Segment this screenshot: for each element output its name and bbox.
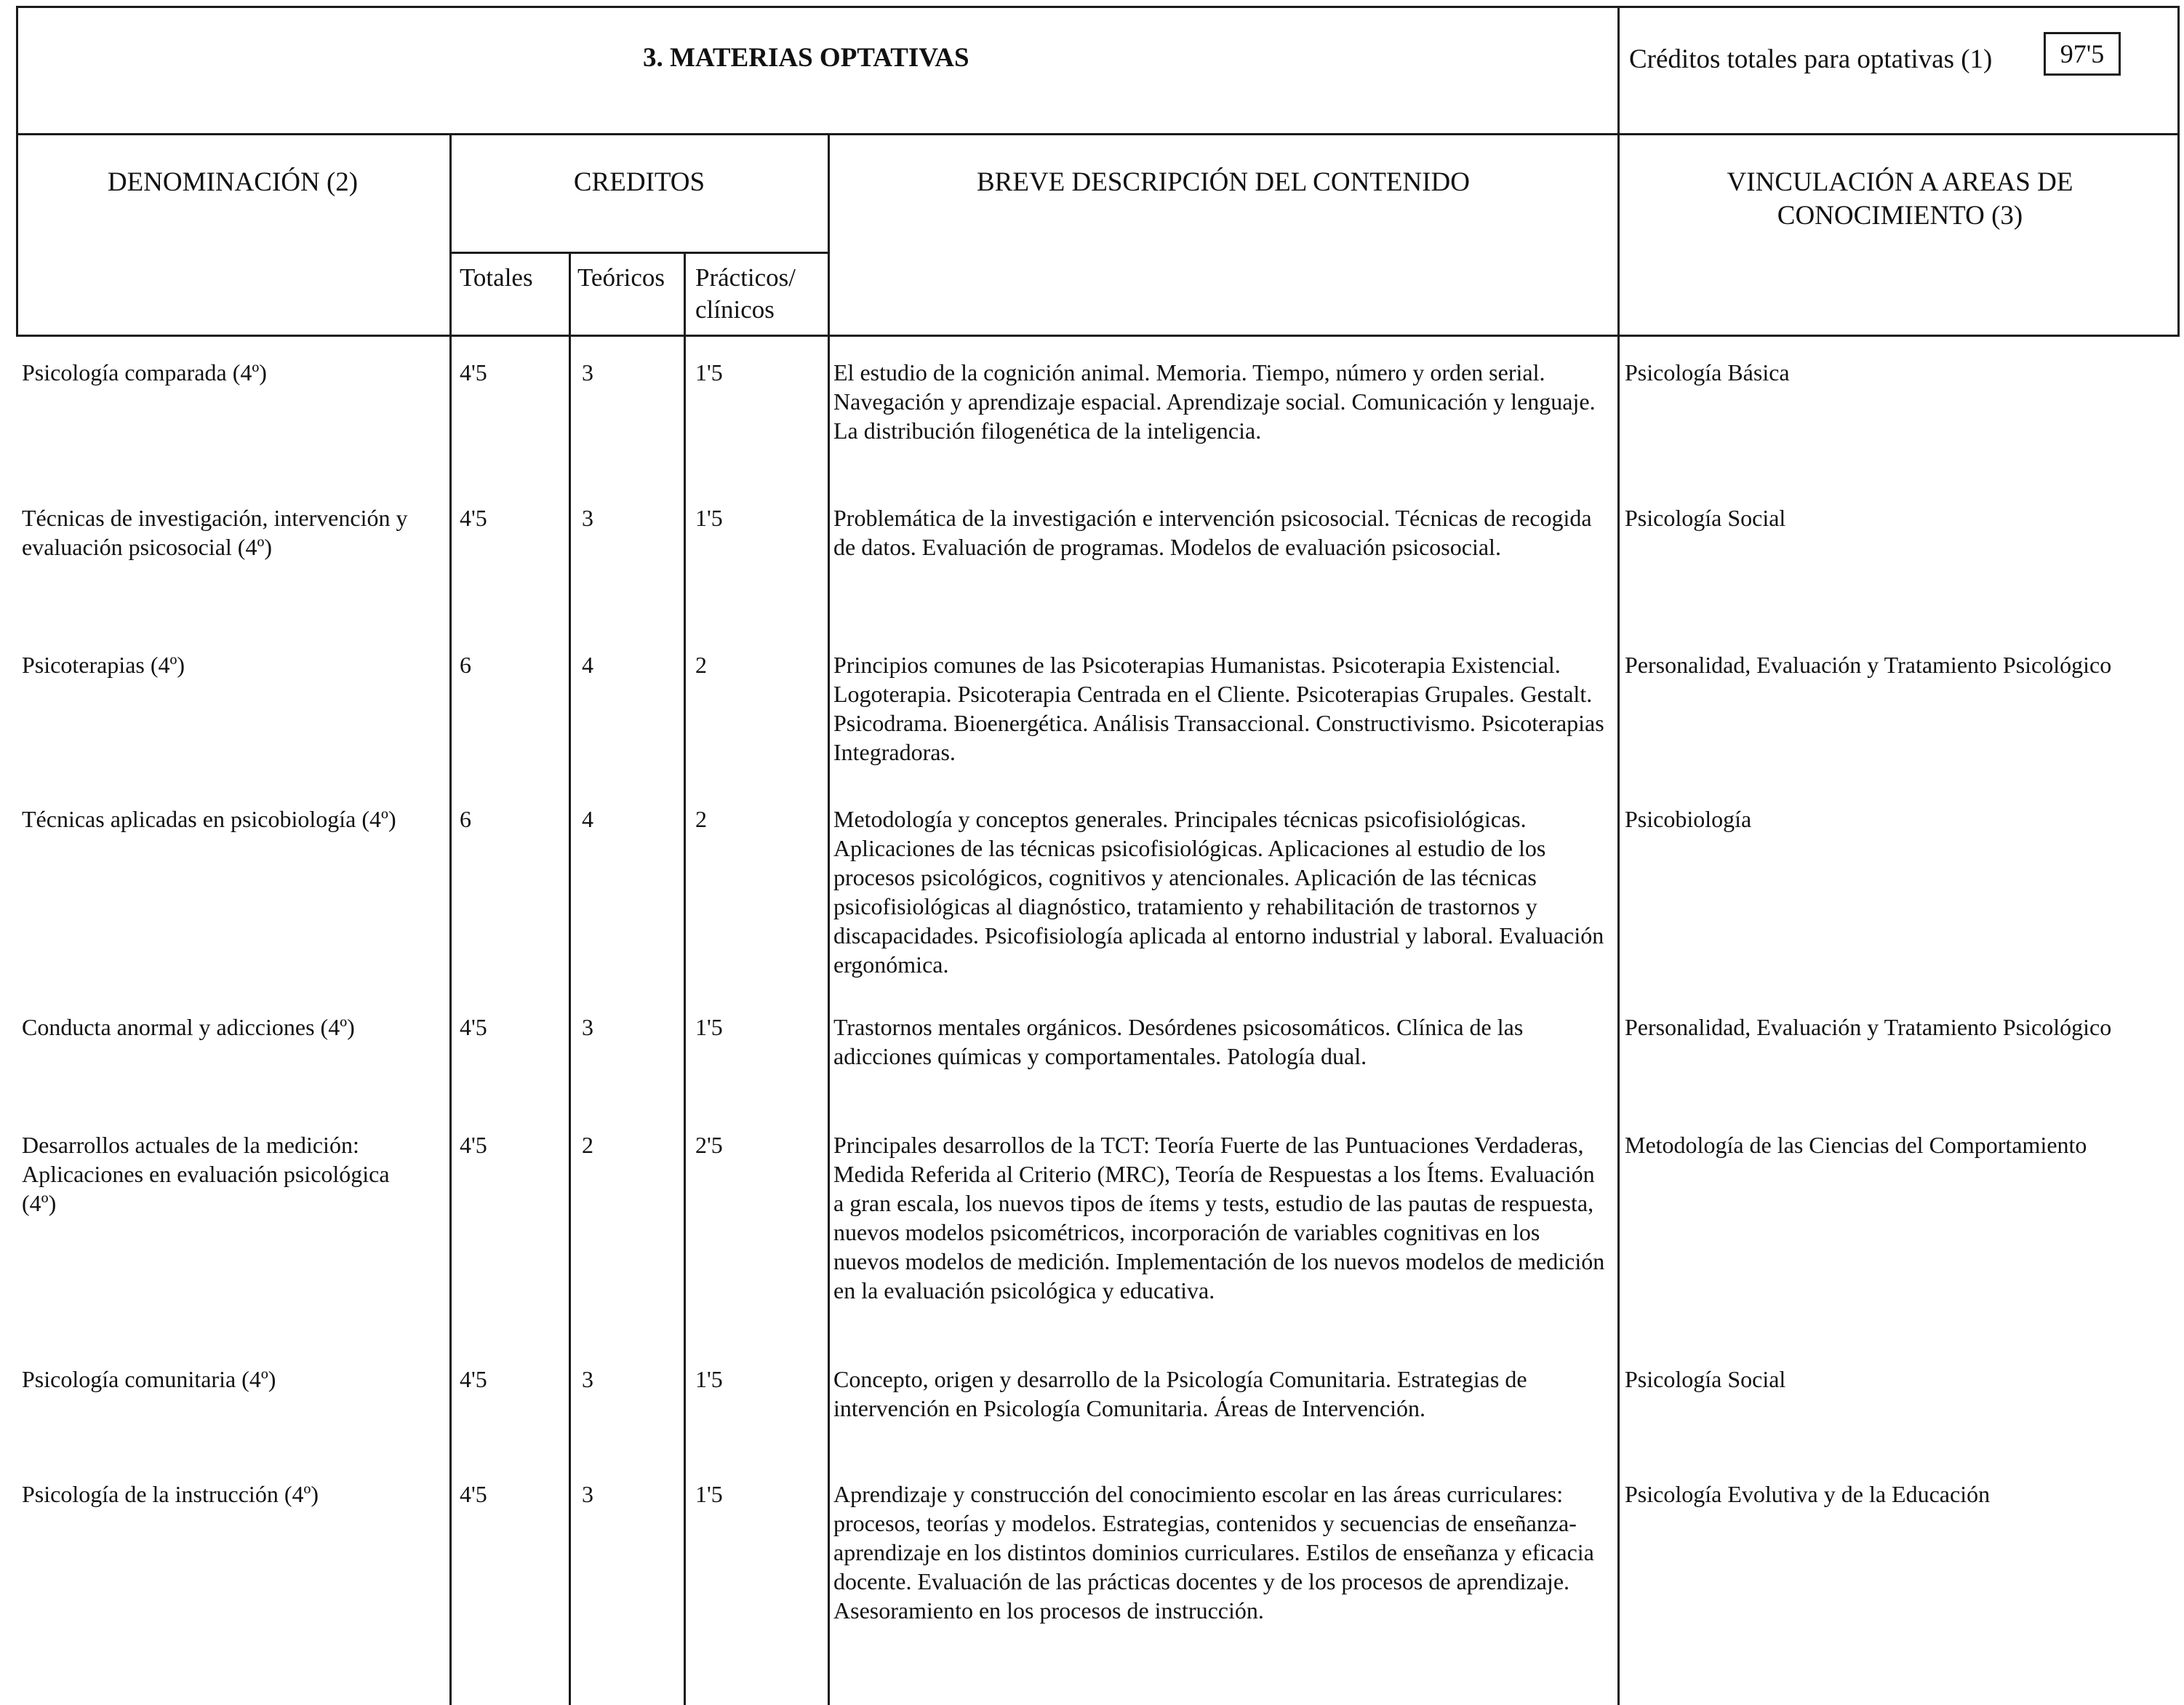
row-name: Psicoterapias (4º) [22,652,185,678]
header-bottom-border [16,335,2180,337]
row-teoricos: 3 [582,1481,593,1507]
row-description: Metodología y conceptos generales. Principales técnicas psicofisiológicas. Aplicaciones de las técnicas psicofisiológicas. Aplicaciones al estudio de los procesos psicológicos, cognitivos y atencionales. Aplicación de las técnicas psicofisiológicas al diagnóstico, tratamiento y rehabilitación de trastornos y discapacidades. Psicofisiología aplicada al entorno industrial y laboral. Evaluación ergonómica. [833,806,1604,978]
row-area: Psicobiología [1625,806,1752,832]
row-description: Principios comunes de las Psicoterapias Humanistas. Psicoterapia Existencial. Logoterapia. Psicoterapia Centrada en el Cliente. Psicoterapias Grupales. Gestalt. Psicodrama. Bioenergética. Análisis Transaccional. Constructivismo. Psicoterapias Integradoras. [833,652,1604,765]
row-area: Psicología Social [1625,1366,1786,1392]
row-description: Concepto, origen y desarrollo de la Psicología Comunitaria. Estrategias de intervención en Psicología Comunitaria. Áreas de Intervención. [833,1366,1527,1421]
header-divider [16,133,2180,135]
column-header-vinculacion: VINCULACIÓN A AREAS DE CONOCIMIENTO (3) [1727,167,2073,231]
row-practicos: 2 [695,806,707,832]
row-totales: 4'5 [460,505,487,531]
row-totales: 4'5 [460,1132,487,1158]
col-divider-teoricos [684,252,686,1705]
row-totales: 4'5 [460,359,487,386]
col-divider-totales [569,252,571,1705]
row-totales: 4'5 [460,1366,487,1392]
row-name: Psicología comunitaria (4º) [22,1366,276,1392]
row-teoricos: 4 [582,806,593,832]
column-header-descripcion: BREVE DESCRIPCIÓN DEL CONTENIDO [977,167,1470,197]
credits-total-label: Créditos totales para optativas (1) [1629,44,1993,74]
table-right-border [2177,6,2180,335]
creditos-subheader-divider [449,252,829,254]
page-title: 3. MATERIAS OPTATIVAS [643,43,969,73]
row-teoricos: 3 [582,1366,593,1392]
row-area: Psicología Evolutiva y de la Educación [1625,1481,1991,1507]
column-header-practicos: Prácticos/ clínicos [695,263,796,324]
row-practicos: 1'5 [695,1366,723,1392]
credits-total-value: 97'5 [2044,32,2121,76]
col-divider-denominacion [449,133,452,1705]
column-header-teoricos: Teóricos [577,263,665,292]
row-description: Principales desarrollos de la TCT: Teoría Fuerte de las Puntuaciones Verdaderas, Medida Referida al Criterio (MRC), Teoría de Respuestas a los Ítems. Evaluación a gran escala, los nuevos tipos de ítems y tests, estudio de las pautas de respuesta, nuevos modelos psicométricos, incorporación de variables cognitivas en los nuevos modelos de medición. Implementación de los nuevos modelos de medición en la evaluación psicológica y educativa. [833,1132,1605,1303]
row-teoricos: 2 [582,1132,593,1158]
table-left-border [16,6,18,335]
row-practicos: 2 [695,652,707,678]
row-practicos: 1'5 [695,359,723,386]
optativas-divider [1617,6,1620,1705]
row-teoricos: 4 [582,652,593,678]
table-top-border [16,6,2180,8]
row-area: Psicología Social [1625,505,1786,531]
row-area: Personalidad, Evaluación y Tratamiento Psicológico [1625,652,2112,678]
row-description: El estudio de la cognición animal. Memoria. Tiempo, número y orden serial. Navegación y aprendizaje espacial. Aprendizaje social. Comunicación y lenguaje. La distribución filogenética de la inteligencia. [833,359,1596,444]
row-area: Personalidad, Evaluación y Tratamiento Psicológico [1625,1014,2112,1040]
column-header-denominacion: DENOMINACIÓN (2) [107,167,359,197]
row-description: Problemática de la investigación e intervención psicosocial. Técnicas de recogida de datos. Evaluación de programas. Modelos de evaluación psicosocial. [833,505,1592,560]
row-description: Aprendizaje y construcción del conocimiento escolar en las áreas curriculares: procesos, teorías y modelos. Estrategias, contenidos y secuencias de enseñanza-aprendizaje en los distintos dominios curriculares. Estilos de enseñanza y eficacia docente. Evaluación de las prácticas docentes y de los procesos de aprendizaje. Asesoramiento en los procesos de instrucción. [833,1481,1594,1624]
row-name: Técnicas aplicadas en psicobiología (4º) [22,806,396,832]
column-header-totales: Totales [460,263,533,292]
row-name: Desarrollos actuales de la medición: Aplicaciones en evaluación psicológica (4º) [22,1132,390,1216]
row-teoricos: 3 [582,505,593,531]
col-divider-creditos [828,133,830,1705]
column-header-creditos: CREDITOS [573,167,705,197]
row-totales: 6 [460,652,471,678]
row-totales: 4'5 [460,1481,487,1507]
row-name: Conducta anormal y adicciones (4º) [22,1014,355,1040]
row-description: Trastornos mentales orgánicos. Desórdenes psicosomáticos. Clínica de las adicciones químicas y comportamentales. Patología dual. [833,1014,1524,1069]
row-totales: 6 [460,806,471,832]
row-area: Psicología Básica [1625,359,1790,386]
row-practicos: 2'5 [695,1132,723,1158]
row-practicos: 1'5 [695,505,723,531]
row-practicos: 1'5 [695,1481,723,1507]
row-area: Metodología de las Ciencias del Comportamiento [1625,1132,2087,1158]
row-teoricos: 3 [582,1014,593,1040]
row-practicos: 1'5 [695,1014,723,1040]
row-name: Psicología comparada (4º) [22,359,267,386]
row-name: Psicología de la instrucción (4º) [22,1481,319,1507]
row-teoricos: 3 [582,359,593,386]
row-name: Técnicas de investigación, intervención y evaluación psicosocial (4º) [22,505,408,560]
row-totales: 4'5 [460,1014,487,1040]
